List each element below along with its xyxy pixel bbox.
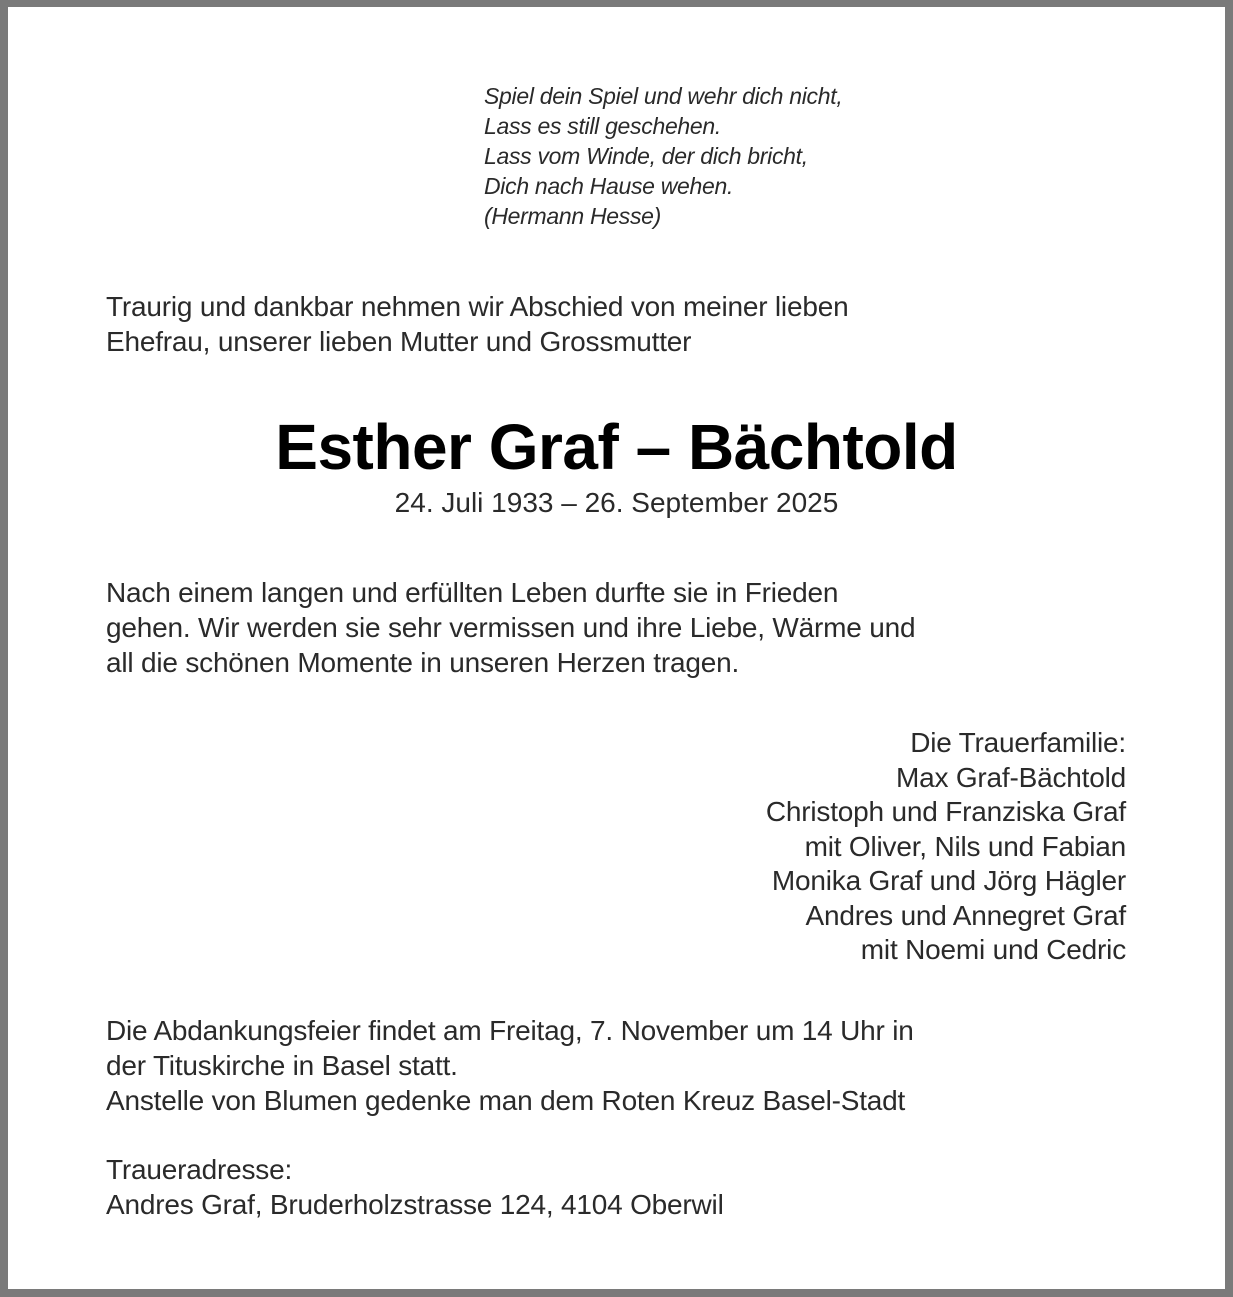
life-dates: 24. Juli 1933 – 26. September 2025 [394,487,839,518]
service-info [106,1013,914,1118]
intro-line: Ehefrau, unserer lieben Mutter und Grossmutter [106,326,692,357]
message-line: all die schönen Momente in unseren Herzen tragen. [106,647,740,678]
family-member: Christoph und Franziska Graf [765,796,1126,827]
family-heading: Die Trauerfamilie: [910,727,1126,758]
poem-line: Lass vom Winde, der dich bricht, [484,143,808,169]
family-member: Max Graf-Bächtold [895,761,1126,793]
service-line: Anstelle von Blumen gedenke man dem Roten Kreuz Basel-Stadt [106,1085,906,1116]
service-line: der Tituskirche in Basel statt. [106,1050,458,1081]
family-member: Andres und Annegret Graf [805,899,1126,931]
message-line: gehen. Wir werden sie sehr vermissen und ihre Liebe, Wärme und [106,612,916,643]
address-heading: Traueradresse: [106,1154,293,1185]
mourning-address [106,1152,724,1222]
poem-quote [484,81,842,231]
message-line: Nach einem langen und erfüllten Leben durfte sie in Frieden [106,577,839,608]
intro-line: Traurig und dankbar nehmen wir Abschied von meiner lieben [106,291,849,322]
address-line: Andres Graf, Bruderholzstrasse 124, 4104 Oberwil [106,1189,724,1220]
obituary-page [8,7,1225,1289]
family-member: mit Oliver, Nils und Fabian [804,830,1126,862]
message-text [106,575,915,680]
poem-line: Dich nach Hause wehen. [484,173,734,199]
intro-text [106,289,848,359]
service-line: Die Abdankungsfeier findet am Freitag, 7. November um 14 Uhr in [106,1015,914,1046]
poem-author: (Hermann Hesse) [484,203,661,229]
poem-line: Lass es still geschehen. [484,113,721,139]
deceased-name: Esther Graf – Bächtold [275,411,958,483]
mourning-family [766,726,1126,968]
family-member: Monika Graf und Jörg Hägler [771,865,1126,896]
family-member: mit Noemi und Cedric [860,934,1126,965]
poem-line: Spiel dein Spiel und wehr dich nicht, [484,83,843,109]
